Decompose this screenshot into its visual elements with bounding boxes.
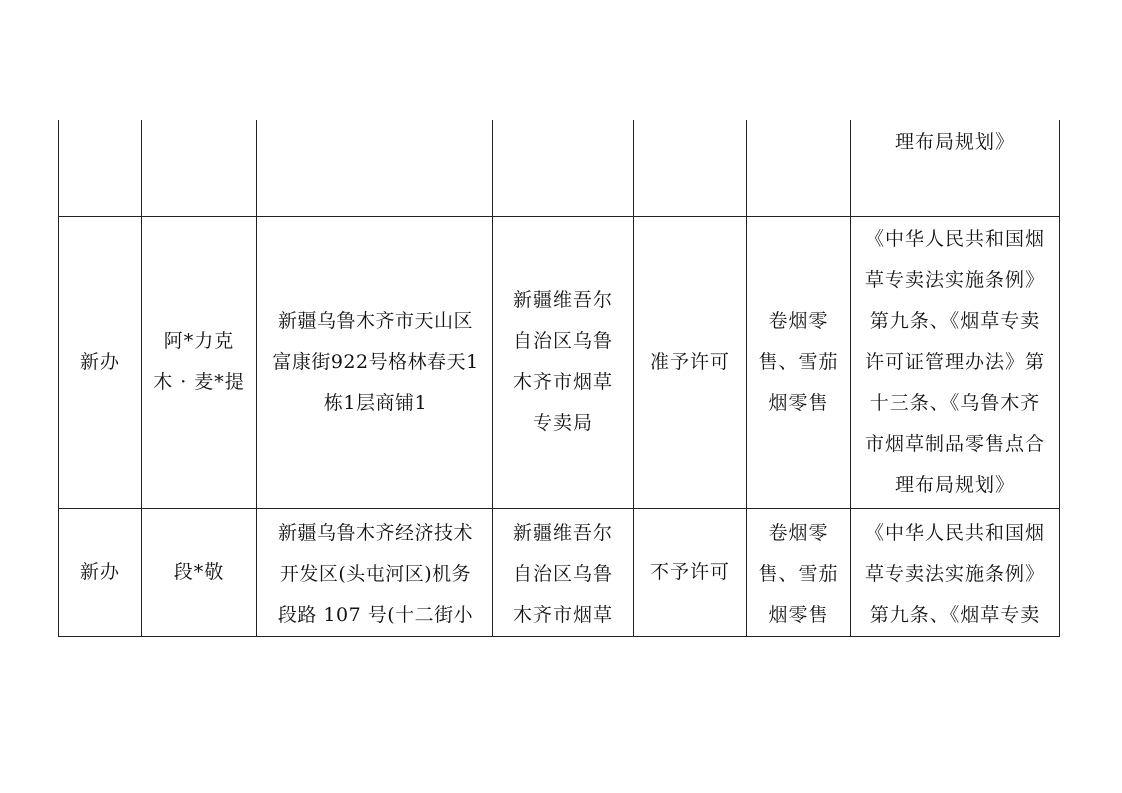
- basis-cell: [851, 508, 1060, 636]
- scope-cell: [747, 216, 851, 508]
- type-cell: [59, 508, 142, 636]
- type-text: 新办: [79, 350, 120, 373]
- table-row: [59, 216, 1060, 508]
- decision-cell: [634, 216, 747, 508]
- decision-cell: [634, 508, 747, 636]
- basis-cell: [851, 120, 1060, 216]
- decision-text: 准予许可: [649, 350, 730, 373]
- authority-text: 新疆维吾尔 自治区乌鲁 木齐市烟草: [512, 521, 613, 626]
- type-cell: [59, 120, 142, 216]
- address-text: 新疆乌鲁木齐经济技术 开发区(头屯河区)机务 段路 107 号(十二街小: [277, 521, 474, 626]
- name-text: 段*敬: [173, 560, 225, 583]
- authority-cell: [493, 120, 634, 216]
- name-cell: [142, 508, 257, 636]
- name-cell: [142, 216, 257, 508]
- authority-text: 新疆维吾尔 自治区乌鲁 木齐市烟草 专卖局: [512, 289, 613, 434]
- type-cell: [59, 216, 142, 508]
- basis-text: 《中华人民共和国烟 草专卖法实施条例》 第九条、《烟草专卖: [864, 521, 1045, 626]
- address-cell: [257, 216, 493, 508]
- address-cell: [257, 508, 493, 636]
- basis-text: 《中华人民共和国烟 草专卖法实施条例》 第九条、《烟草专卖 许可证管理办法》第 十三条、《乌鲁木齐 市烟草制品零售点合 理布局规划》: [864, 227, 1045, 496]
- decision-cell: [634, 120, 747, 216]
- decision-text: 不予许可: [649, 560, 730, 583]
- table-row-continuation: [59, 120, 1060, 216]
- basis-cell: [851, 216, 1060, 508]
- address-cell: [257, 120, 493, 216]
- address-text: 新疆乌鲁木齐市天山区 富康街922号格林春天1 栋1层商铺1: [272, 309, 479, 414]
- authority-cell: [493, 508, 634, 636]
- name-cell: [142, 120, 257, 216]
- type-text: 新办: [79, 560, 120, 583]
- table-row: [59, 508, 1060, 636]
- scope-cell: [747, 120, 851, 216]
- scope-text: 卷烟零 售、雪茄 烟零售: [758, 309, 839, 414]
- basis-text: 理布局规划》: [894, 131, 1015, 153]
- scope-text: 卷烟零 售、雪茄 烟零售: [758, 521, 839, 626]
- authority-cell: [493, 216, 634, 508]
- name-text: 阿*力克 木 · 麦*提: [153, 330, 245, 393]
- scope-cell: [747, 508, 851, 636]
- license-table: [58, 120, 1060, 637]
